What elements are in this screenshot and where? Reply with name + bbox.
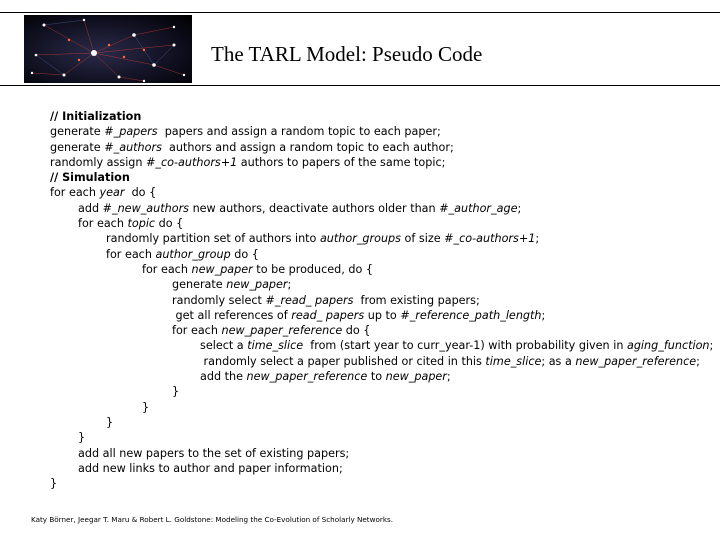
code-variable: aging_function [626,339,710,353]
code-text: randomly assign [50,155,147,169]
code-text: to be produced, do { [252,262,373,276]
code-line [50,308,715,323]
code-text: select a [200,339,248,353]
code-line [50,400,715,415]
code-text: } [142,400,150,414]
code-text: from existing papers; [353,293,480,307]
network-graph-icon [24,15,192,83]
code-line [50,338,715,353]
code-variable: #_new_authors [102,201,190,215]
code-text: ; [696,354,700,368]
code-variable: new_paper [385,370,447,384]
code-text: ; as a [541,354,576,368]
code-text: for each [106,247,156,261]
code-text: papers and assign a random topic to each paper; [157,125,441,139]
code-text: ; [709,339,714,353]
code-line [50,476,715,491]
code-text: } [50,477,58,491]
code-variable: time_slice [485,354,542,368]
footer-citation: Katy Börner, Jeegar T. Maru & Robert L. Goldstone: Modeling the Co-Evolution of Scholarly Networks. [31,515,394,524]
code-line [50,369,715,384]
code-text: } [106,415,114,429]
code-line [50,277,715,292]
code-text: } [78,431,86,445]
pseudo-code-block [50,109,715,491]
code-text: randomly select a paper published or cited in this [200,354,486,368]
code-comment: // Initialization [50,110,142,123]
code-variable: #_read_ papers [265,293,354,307]
code-text: add [78,201,103,215]
code-comment: // Simulation [50,171,130,185]
code-text: ; [446,370,451,384]
code-text: for each [50,186,100,200]
page-title: The TARL Model: Pseudo Code [211,42,483,66]
code-line [50,415,715,430]
code-text: authors and assign a random topic to each author; [161,140,454,154]
code-text: add the [200,370,247,384]
code-text: authors to papers of the same topic; [237,155,446,169]
code-variable: new_paper_reference [246,370,368,384]
code-line [50,231,715,246]
code-text: from (start year to curr_year-1) with probability given in [303,339,627,353]
code-text: ; [517,201,522,215]
code-line [50,262,715,277]
network-visualization-logo [24,15,192,83]
code-text: } [172,385,180,399]
code-variable: #_author_age [439,201,518,215]
code-variable: author_group [155,247,231,261]
code-text: randomly select [172,293,266,307]
code-text: for each [78,217,128,231]
code-text: do { [230,247,259,261]
code-variable: new_paper_reference [221,324,343,338]
code-variable: #_reference_path_length [400,308,542,322]
code-line [50,170,715,185]
code-line [50,109,715,124]
code-text: do { [155,217,184,231]
code-variable: read_ papers [291,308,365,322]
code-text: ; [541,308,546,322]
code-text: up to [364,308,401,322]
code-text: ; [287,278,292,292]
code-line [50,384,715,399]
code-line [50,430,715,445]
code-text: for each [172,324,222,338]
code-text: new authors, deactivate authors older than [189,201,440,215]
code-variable: #_papers [104,125,158,139]
code-text: for each [142,262,192,276]
code-variable: author_groups [319,232,401,246]
code-text: do { [342,324,371,338]
code-variable: year [99,186,125,200]
code-text: add new links to author and paper information; [78,461,343,475]
code-line [50,293,715,308]
code-line [50,323,715,338]
code-text: ; [535,232,540,246]
code-text: to [367,370,386,384]
code-line [50,155,715,170]
code-text: randomly partition set of authors into [106,232,320,246]
code-line [50,216,715,231]
code-variable: #_co-authors+1 [146,155,238,169]
code-text: add all new papers to the set of existing papers; [78,446,350,460]
code-variable: #_authors [104,140,162,154]
code-line [50,185,715,200]
header-top-rule [0,12,720,13]
header-bottom-rule [0,85,720,86]
code-text: get all references of [172,308,292,322]
code-variable: new_paper [226,278,288,292]
code-text: generate [50,140,105,154]
code-variable: new_paper_reference [575,354,697,368]
code-text: of size [400,232,445,246]
code-variable: new_paper [191,262,253,276]
code-line [50,446,715,461]
code-line [50,140,715,155]
code-variable: time_slice [247,339,304,353]
code-line [50,201,715,216]
code-text: generate [172,278,227,292]
code-text: do { [124,186,157,200]
code-line [50,461,715,476]
code-variable: topic [127,217,156,231]
code-variable: #_co-authors+1 [444,232,536,246]
code-text: generate [50,125,105,139]
code-line [50,124,715,139]
code-line [50,247,715,262]
code-line [50,354,715,369]
